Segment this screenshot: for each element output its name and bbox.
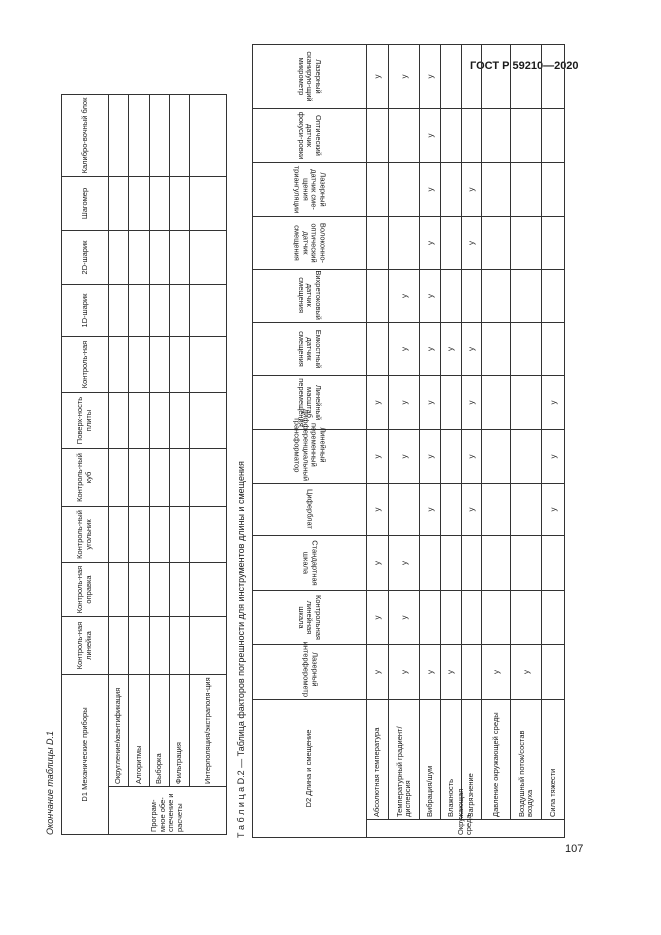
d2-row-label: Влажность: [441, 699, 462, 819]
d2-mark-cell: у: [420, 269, 441, 322]
d2-mark-cell: [441, 216, 462, 269]
d2-mark-cell: у: [420, 375, 441, 429]
d1-row-label: Интерполяция/экстраполя-ция: [190, 675, 227, 787]
d2-mark-cell: [366, 322, 389, 375]
d2-mark-cell: у: [461, 483, 482, 535]
d2-body: [366, 44, 564, 837]
d2-mark-cell: [542, 590, 565, 644]
d2-mark-cell: у: [420, 216, 441, 269]
table-row: [542, 44, 565, 837]
d2-col-header: Вихретоковый датчик смещения: [297, 270, 324, 320]
d1-col-header: Контроль-ный угольник: [62, 507, 109, 563]
d2-mark-cell: [389, 483, 420, 535]
d2-mark-cell: [542, 108, 565, 162]
d1-group-label: Програм-мное обе-спечение и расчеты: [108, 787, 226, 835]
d2-mark-cell: [511, 216, 542, 269]
d2-mark-cell: у: [511, 644, 542, 699]
d2-row-label: Воздушный поток/состав воздуха: [511, 699, 542, 819]
d2-mark-cell: [542, 269, 565, 322]
d2-mark-cell: [482, 535, 511, 590]
d2-mark-cell: [511, 535, 542, 590]
d1-col-header: Шагомер: [62, 177, 109, 231]
d2-mark-cell: у: [366, 483, 389, 535]
d2-col-header: Линейный переменный дифференциальный трансформатор: [292, 408, 328, 481]
d2-col-header: Волоконно-оптический датчик смещения: [292, 222, 328, 264]
d2-col-header: Контрольная линейная шкала: [297, 595, 324, 640]
d2-mark-cell: у: [389, 269, 420, 322]
d2-mark-cell: [482, 269, 511, 322]
d1-col-header: Контроль-ный куб: [62, 449, 109, 507]
table-d2: [252, 44, 565, 838]
d2-mark-cell: у: [420, 429, 441, 483]
d2-mark-cell: у: [420, 483, 441, 535]
d2-mark-cell: [441, 44, 462, 108]
d2-row-label: Абсолютная температура: [366, 699, 389, 819]
d2-mark-cell: [511, 429, 542, 483]
d2-row-label: Давление окружающей среды: [482, 699, 511, 819]
d2-mark-cell: [482, 108, 511, 162]
d2-col-header: Емкостный датчик смещения: [297, 329, 324, 369]
d2-mark-cell: [482, 375, 511, 429]
d2-mark-cell: [461, 590, 482, 644]
d2-mark-cell: [511, 108, 542, 162]
d2-mark-cell: у: [366, 44, 389, 108]
d2-mark-cell: [511, 590, 542, 644]
d1-col-header: Контроль-ная оправка: [62, 563, 109, 617]
d1-row-label: Выборка: [149, 675, 169, 787]
d1-col-header: 1D-шарик: [62, 285, 109, 337]
table-row: [389, 44, 420, 837]
d2-mark-cell: у: [366, 535, 389, 590]
d2-col-header: Лазерный интерферометр: [301, 641, 319, 697]
d2-mark-cell: у: [420, 162, 441, 216]
d2-mark-cell: [511, 322, 542, 375]
d2-row-label: Загрязнение: [461, 699, 482, 819]
d2-mark-cell: [366, 108, 389, 162]
d2-mark-cell: [441, 590, 462, 644]
d1-row-label: Округление/квантификация: [108, 675, 128, 787]
d2-mark-cell: у: [389, 535, 420, 590]
d2-mark-cell: [511, 483, 542, 535]
d2-mark-cell: [461, 108, 482, 162]
d2-mark-cell: у: [420, 108, 441, 162]
d2-col-header: Оптический датчик фокуси-ровки: [297, 111, 324, 160]
d2-mark-cell: у: [389, 44, 420, 108]
d2-mark-cell: [441, 375, 462, 429]
d2-mark-cell: у: [420, 44, 441, 108]
table-row: [441, 44, 462, 837]
table-d2-block: [236, 44, 565, 838]
d2-mark-cell: [482, 162, 511, 216]
d2-mark-cell: [511, 162, 542, 216]
d2-mark-cell: у: [542, 429, 565, 483]
d2-mark-cell: у: [366, 429, 389, 483]
d1-row-label: Алгоритмы: [129, 675, 149, 787]
d1-col-header: Калибро-вочный блок: [62, 95, 109, 177]
d2-mark-cell: [441, 483, 462, 535]
table-d1-caption: Окончание таблицы D.1: [45, 731, 55, 835]
d2-mark-cell: у: [389, 644, 420, 699]
d2-mark-cell: [482, 590, 511, 644]
d2-mark-cell: [461, 535, 482, 590]
d2-mark-cell: у: [441, 322, 462, 375]
d2-mark-cell: [482, 216, 511, 269]
d2-mark-cell: [542, 322, 565, 375]
d2-mark-cell: [511, 269, 542, 322]
d2-mark-cell: у: [389, 375, 420, 429]
table-row: [511, 44, 542, 837]
d2-row-label: Вибрация/шум: [420, 699, 441, 819]
d2-mark-cell: у: [389, 429, 420, 483]
d1-row-label: Фильтрация: [169, 675, 189, 787]
d2-mark-cell: [482, 483, 511, 535]
d2-mark-cell: [389, 216, 420, 269]
d2-mark-cell: [389, 108, 420, 162]
d1-head-label: D1 Механические приборы: [62, 675, 109, 835]
d2-mark-cell: [366, 162, 389, 216]
d2-mark-cell: [482, 429, 511, 483]
d2-mark-cell: [511, 44, 542, 108]
d2-mark-cell: [542, 644, 565, 699]
d2-col-header: Стандартная шкала: [301, 540, 319, 586]
d2-group-label: Окружающая среда: [366, 820, 564, 838]
table-row: [366, 44, 389, 837]
d2-mark-cell: у: [461, 162, 482, 216]
d2-mark-cell: [542, 535, 565, 590]
d2-mark-cell: [441, 162, 462, 216]
d2-mark-cell: у: [461, 375, 482, 429]
d2-mark-cell: [441, 269, 462, 322]
d2-mark-cell: у: [482, 644, 511, 699]
d1-col-header: Контроль-ная линейка: [62, 617, 109, 675]
d2-mark-cell: [420, 590, 441, 644]
d2-mark-cell: [366, 269, 389, 322]
d2-mark-cell: у: [542, 375, 565, 429]
d2-mark-cell: у: [420, 322, 441, 375]
d2-mark-cell: у: [389, 322, 420, 375]
d2-mark-cell: [461, 44, 482, 108]
d2-mark-cell: у: [389, 590, 420, 644]
d2-mark-cell: у: [542, 483, 565, 535]
d1-col-header: 2D-шарик: [62, 231, 109, 285]
table-d2-caption: Т а б л и ц а D.2 — Таблица факторов погрешности для инструментов длины и смещения: [236, 461, 246, 838]
d2-col-header: Лазерный сканирую-щий микрометр: [297, 51, 324, 102]
d2-mark-cell: [441, 429, 462, 483]
d1-col-header: Поверх-ность плиты: [62, 393, 109, 449]
d2-mark-cell: [420, 535, 441, 590]
d2-mark-cell: [542, 44, 565, 108]
table-row: [482, 44, 511, 837]
d2-mark-cell: [482, 322, 511, 375]
page-number: 107: [565, 843, 584, 855]
d2-row-label: Температурный градиент/ дисперсия: [389, 699, 420, 819]
d2-mark-cell: у: [461, 429, 482, 483]
d2-row-label: Сила тяжести: [542, 699, 565, 819]
d2-mark-cell: у: [366, 375, 389, 429]
d2-mark-cell: [389, 162, 420, 216]
d2-head-label: D2 Длина и смещение: [253, 699, 367, 837]
d2-col-header: Линейный масштаб перемещения: [297, 378, 324, 427]
table-row: [461, 44, 482, 837]
d2-mark-cell: [366, 216, 389, 269]
d2-mark-cell: [461, 644, 482, 699]
d2-col-header: Циферблат: [305, 489, 315, 530]
d2-mark-cell: у: [461, 216, 482, 269]
d2-mark-cell: у: [420, 644, 441, 699]
d2-mark-cell: у: [461, 322, 482, 375]
d2-mark-cell: у: [441, 644, 462, 699]
table-row: [420, 44, 441, 837]
d2-mark-cell: [461, 269, 482, 322]
d2-mark-cell: [441, 108, 462, 162]
table-d1-block: [45, 94, 227, 835]
d2-mark-cell: [482, 44, 511, 108]
d2-mark-cell: у: [366, 590, 389, 644]
d2-mark-cell: [542, 216, 565, 269]
table-d1: [61, 94, 227, 835]
d2-mark-cell: у: [366, 644, 389, 699]
d2-mark-cell: [441, 535, 462, 590]
d2-col-header: Лазерный датчик сме-щения триангуляции: [292, 165, 328, 214]
standard-header: ГОСТ Р 59210—2020: [470, 60, 579, 72]
d2-mark-cell: [542, 162, 565, 216]
d2-mark-cell: [511, 375, 542, 429]
d1-col-header: Контроль-ная: [62, 337, 109, 393]
